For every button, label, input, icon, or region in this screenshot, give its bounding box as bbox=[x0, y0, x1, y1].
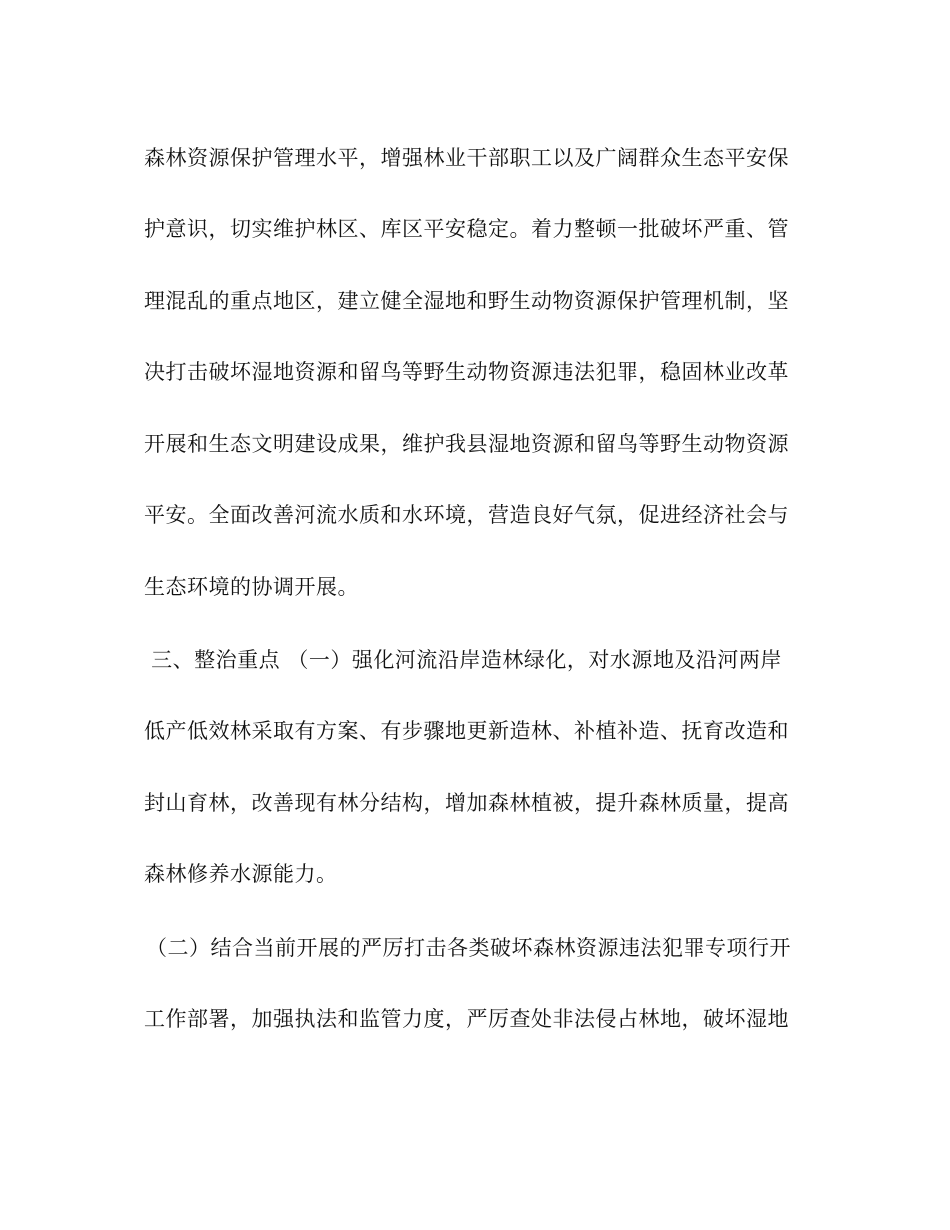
text-line: 封山育林，改善现有林分结构，增加森林植被，提升森林质量，提高 bbox=[144, 791, 789, 815]
text-line: 护意识，切实维护林区、库区平安稳定。着力整顿一批破坏严重、管 bbox=[144, 217, 789, 241]
text-line: 生态环境的协调开展。 bbox=[144, 575, 359, 599]
text-line: （二）结合当前开展的严厉打击各类破坏森林资源违法犯罪专项行开 bbox=[146, 936, 791, 960]
section-heading-line: 三、整治重点 （一）强化河流沿岸造林绿化，对水源地及沿河两岸 bbox=[144, 648, 782, 672]
text-line: 理混乱的重点地区，建立健全湿地和野生动物资源保护管理机制，坚 bbox=[144, 289, 789, 313]
text-line: 开展和生态文明建设成果，维护我县湿地资源和留鸟等野生动物资源 bbox=[144, 432, 789, 456]
text-line: 森林资源保护管理水平，增强林业干部职工以及广阔群众生态平安保 bbox=[144, 146, 789, 170]
text-line: 工作部署，加强执法和监管力度，严厉查处非法侵占林地，破坏湿地 bbox=[144, 1007, 789, 1031]
text-line: 平安。全面改善河流水质和水环境，营造良好气氛，促进经济社会与 bbox=[144, 503, 789, 527]
text-line: 低产低效林采取有方案、有步骤地更新造林、补植补造、抚育改造和 bbox=[144, 719, 789, 743]
text-line: 森林修养水源能力。 bbox=[144, 862, 338, 886]
text-line: 决打击破坏湿地资源和留鸟等野生动物资源违法犯罪，稳固林业改革 bbox=[144, 360, 789, 384]
